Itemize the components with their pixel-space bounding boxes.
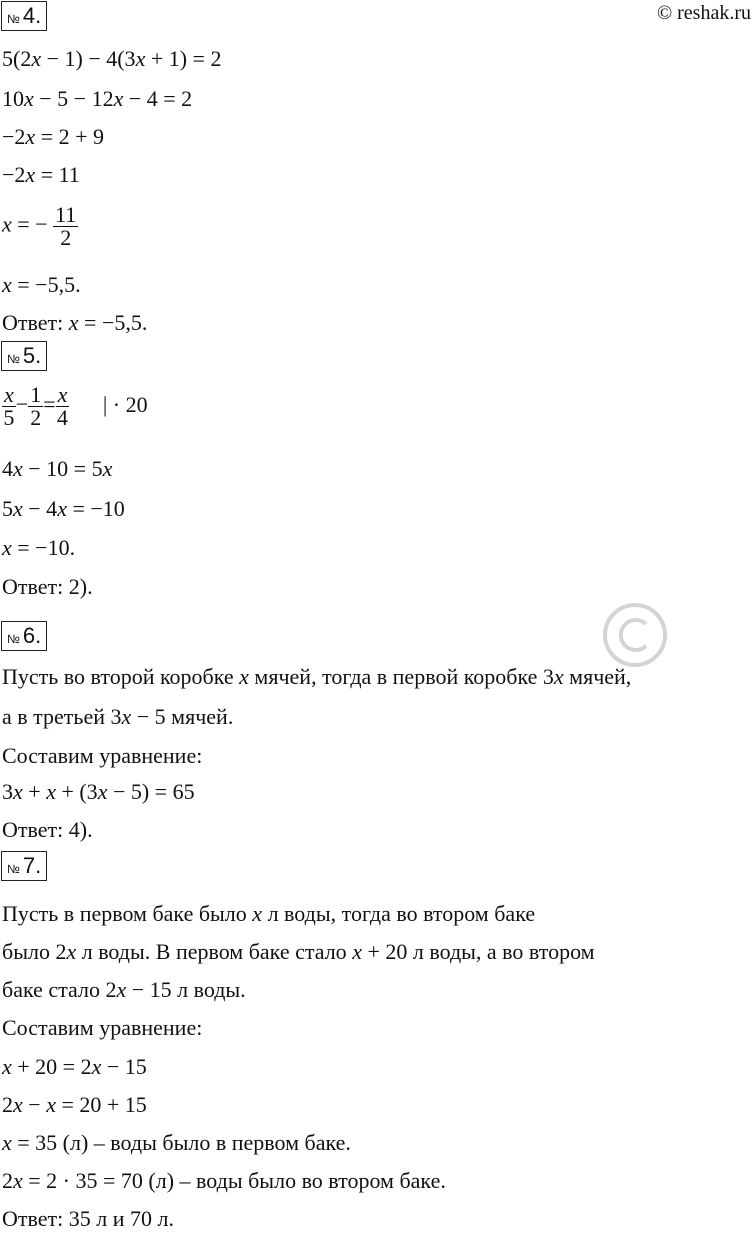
answer-line: Ответ: x = −5,5. bbox=[2, 310, 148, 335]
text-line: было 2x л воды. В первом баке стало x + 20 л воды, а во втором bbox=[2, 939, 595, 964]
numerator: x bbox=[4, 382, 14, 407]
equation-line: x = −10. bbox=[2, 535, 76, 560]
fraction-equation bbox=[2, 384, 148, 429]
equation-line: x = 35 (л) – воды было в первом баке. bbox=[2, 1130, 351, 1155]
text-line: Составим уравнение: bbox=[2, 1015, 203, 1040]
number-sign: № bbox=[7, 632, 20, 646]
equation-line: −2x = 11 bbox=[2, 162, 80, 187]
equation-line: x = −5,5. bbox=[2, 272, 81, 297]
text-line: Пусть во второй коробке x мячей, тогда в первой коробке 3x мячей, bbox=[2, 664, 632, 689]
problem-number-5 bbox=[1, 341, 47, 371]
fraction bbox=[56, 384, 70, 429]
copyright: © reshak.ru bbox=[656, 2, 751, 24]
denominator: 4 bbox=[56, 405, 68, 430]
equation-line: x + 20 = 2x − 15 bbox=[2, 1054, 147, 1079]
equation-line: −2x = 2 + 9 bbox=[2, 124, 105, 149]
equation-line: 2x = 2 · 35 = 70 (л) – воды было во втором баке. bbox=[2, 1168, 446, 1193]
answer-line: Ответ: 4). bbox=[2, 817, 93, 842]
denominator: 2 bbox=[30, 405, 42, 430]
equation-line: 3x + x + (3x − 5) = 65 bbox=[2, 779, 195, 804]
problem-number-6 bbox=[1, 621, 47, 651]
multiplier: | · 20 bbox=[102, 391, 148, 417]
text-line: Составим уравнение: bbox=[2, 743, 203, 768]
problem-number-4 bbox=[1, 1, 47, 31]
operator: = bbox=[43, 391, 56, 417]
problem-number-7 bbox=[1, 851, 47, 881]
numerator: x bbox=[57, 382, 68, 407]
problem-number: 7. bbox=[22, 853, 42, 878]
text-line: а в третьей 3x − 5 мячей. bbox=[2, 704, 234, 729]
fraction bbox=[2, 384, 16, 429]
problem-number: 4. bbox=[22, 3, 42, 28]
numerator: 11 bbox=[55, 202, 77, 227]
answer-line: Ответ: 35 л и 70 л. bbox=[2, 1206, 174, 1231]
problem-number: 6. bbox=[22, 623, 42, 648]
answer-line: Ответ: 2). bbox=[2, 574, 93, 599]
operator: − bbox=[15, 391, 29, 417]
fraction-prefix: x = − bbox=[2, 211, 48, 237]
equation-line: 2x − x = 20 + 15 bbox=[2, 1092, 147, 1117]
text-line: баке стало 2x − 15 л воды. bbox=[2, 977, 246, 1002]
text-line: Пусть в первом баке было x л воды, тогда во втором баке bbox=[2, 901, 536, 926]
watermark-logo-icon bbox=[600, 600, 670, 670]
problem-number: 5. bbox=[22, 343, 42, 368]
fraction bbox=[28, 384, 43, 429]
equation-line: 10x − 5 − 12x − 4 = 2 bbox=[2, 86, 193, 111]
fraction-line bbox=[2, 204, 78, 249]
number-sign: № bbox=[7, 862, 20, 876]
denominator: 2 bbox=[60, 225, 72, 250]
equation-line: 5x − 4x = −10 bbox=[2, 496, 125, 521]
denominator: 5 bbox=[3, 405, 15, 430]
number-sign: № bbox=[7, 352, 20, 366]
numerator: 1 bbox=[30, 382, 42, 407]
equation-line: 5(2x − 1) − 4(3x + 1) = 2 bbox=[2, 46, 222, 71]
number-sign: № bbox=[7, 12, 20, 26]
fraction bbox=[53, 204, 78, 249]
equation-line: 4x − 10 = 5x bbox=[2, 456, 113, 481]
